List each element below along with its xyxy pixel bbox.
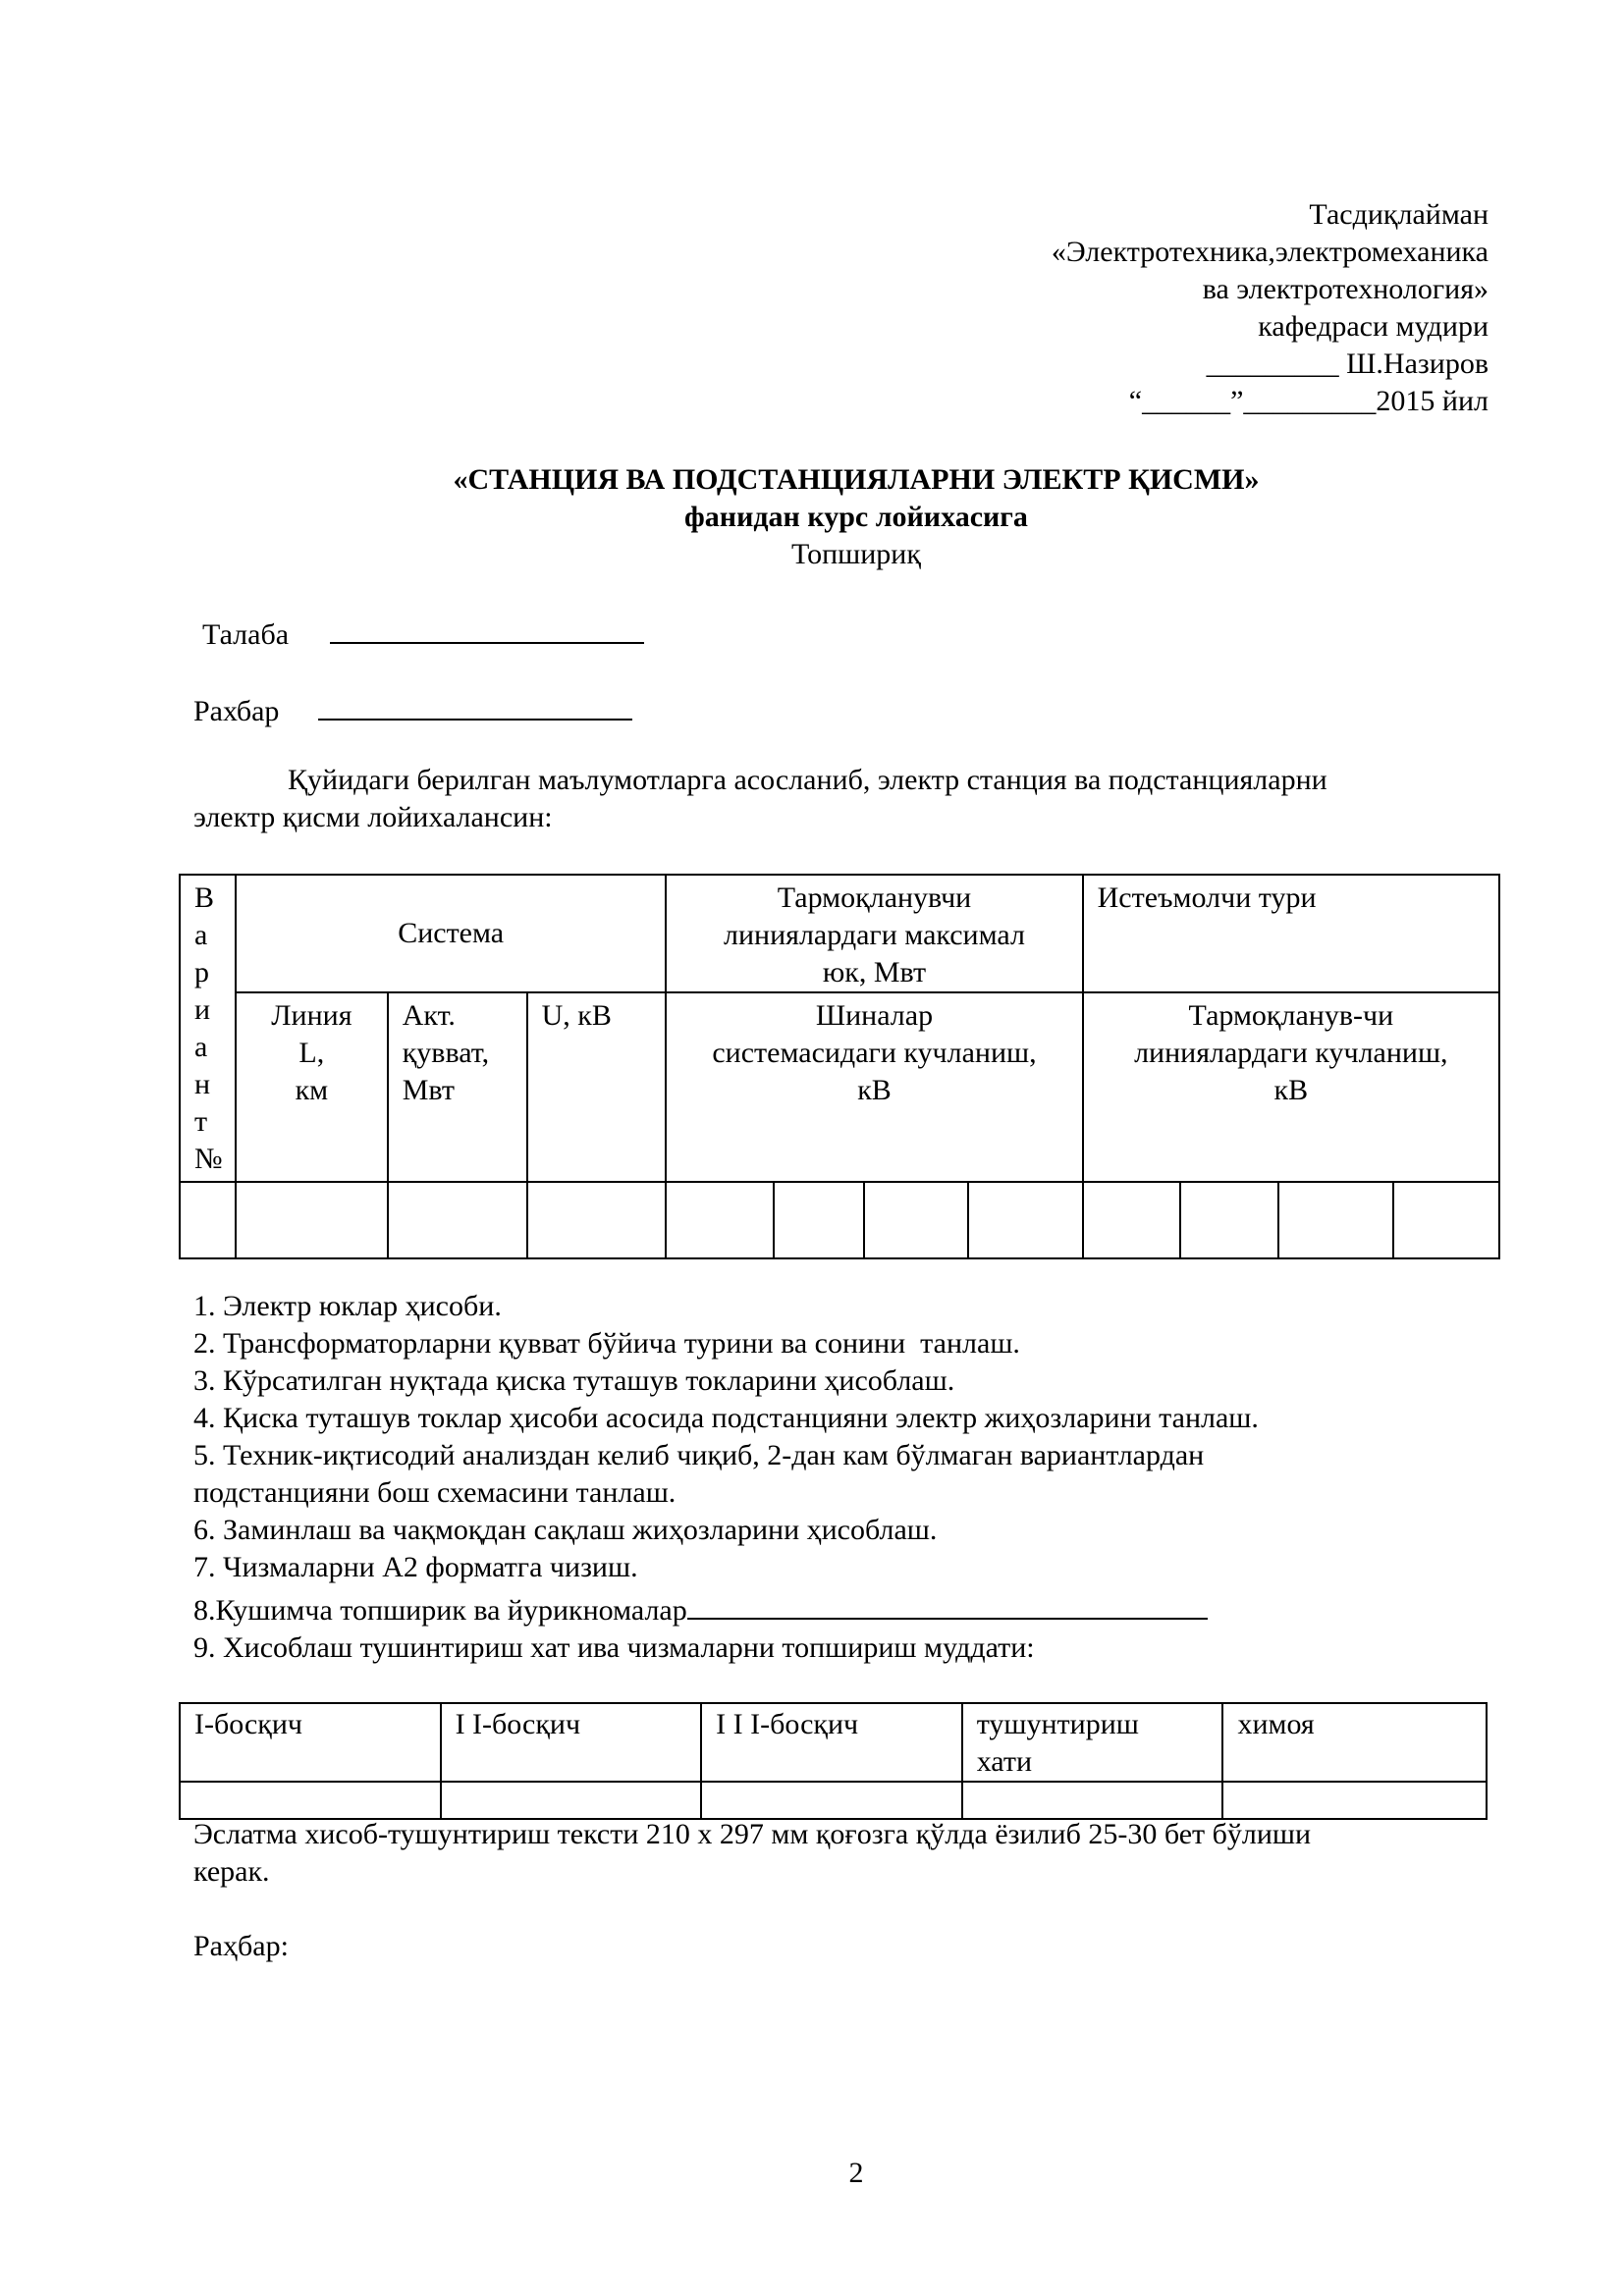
student-field [202,611,644,654]
branch-voltage-header [1083,992,1499,1182]
active-power-label-3: Мвт [402,1074,455,1106]
variant-letter: т [194,1105,208,1138]
table-cell [1083,1182,1181,1258]
consumer-type-label: Истеъмолчи тури [1097,881,1317,914]
table-cell [180,1182,236,1258]
branch-voltage-label-3: кВ [1273,1074,1309,1106]
system-header [236,875,666,992]
stage-3-header [701,1703,962,1782]
table-cell [1222,1782,1487,1819]
task-list [193,1288,1470,1667]
bus-voltage-label-3: кВ [857,1074,892,1106]
variant-header-cell [180,875,236,1182]
supervisor-label: Рахбар [193,695,280,727]
stage-1-header [180,1703,441,1782]
branch-voltage-label-2: линиялардаги кучланиш, [1134,1037,1448,1069]
note-line-1: Эслатма хисоб-тушунтириш тексти 210 х 297 мм қоғозга қўлда ёзилиб 25-30 бет бўлиши [193,1818,1312,1850]
list-item: 3. Кўрсатилган нуқтада қиска туташув токларини ҳисоблаш. [193,1364,955,1397]
table-cell [527,1182,667,1258]
note [193,1816,1499,1891]
list-item: 2. Трансформаторларни қувват бўйича турини ва сонини танлаш. [193,1327,1020,1360]
list-item: 7. Чизмаларни А2 форматга чизиш. [193,1551,638,1583]
variant-letter: и [194,993,211,1026]
table-cell [388,1182,527,1258]
variant-letter: а [194,919,208,951]
table-row [180,1182,1499,1258]
table-cell [666,1182,774,1258]
list-item: 6. Заминлаш ва чақмоқдан сақлаш жиҳозларини ҳисоблаш. [193,1514,938,1546]
variant-letter: В [194,881,215,914]
table-cell [864,1182,968,1258]
table-cell [968,1182,1083,1258]
active-power-label-2: қувват, [402,1037,490,1069]
voltage-header [527,992,667,1182]
approval-signature: _________ Ш.Назиров [1206,347,1489,380]
system-header-label: Система [398,917,505,949]
bus-voltage-label-2: системасидаги кучланиш, [712,1037,1037,1069]
voltage-label: U, кВ [541,999,612,1032]
active-power-header [388,992,527,1182]
note-line-2: керак. [193,1855,270,1888]
approval-block [1052,196,1489,420]
explanatory-note-header [962,1703,1223,1782]
list-item: подстанцияни бош схемасини танлаш. [193,1476,677,1509]
list-item: 1. Электр юклар ҳисоби. [193,1290,502,1322]
branch-lines-label-1: Тармоқланувчи [777,881,972,914]
deadline-table [179,1702,1488,1820]
active-power-label-1: Акт. [402,999,456,1032]
consumer-type-header [1083,875,1499,992]
line-length-label-1: Линия [271,999,352,1032]
list-item [193,1586,1470,1629]
approval-role: кафедраси мудири [1258,310,1489,343]
table-cell [180,1782,441,1819]
line-length-label-2: L, [298,1037,325,1069]
approval-date: “______”_________2015 йил [1128,385,1489,417]
page-number: 2 [848,2157,864,2189]
approval-department-cont: ва электротехнология» [1202,273,1489,305]
document-title: «СТАНЦИЯ ВА ПОДСТАНЦИЯЛАРНИ ЭЛЕКТР ҚИСМИ» [453,463,1260,496]
table-cell [774,1182,864,1258]
variant-letter: н [194,1068,211,1100]
approval-line: Тасдиқлайман [1309,198,1489,231]
list-item: 4. Қиска туташув токлар ҳисоби асосида подстанцияни электр жиҳозларини танлаш. [193,1402,1259,1434]
list-item: 5. Техник-иқтисодий анализдан келиб чиқиб, 2-дан кам бўлмаган вариантлардан [193,1439,1205,1471]
table-cell [701,1782,962,1819]
variant-data-table [179,874,1500,1259]
table-cell [1180,1182,1278,1258]
approval-department: «Электротехника,электромеханика [1051,236,1489,268]
additional-task-blank [687,1586,1208,1620]
branch-voltage-label-1: Тармоқланув-чи [1188,999,1394,1032]
bus-voltage-label-1: Шиналар [815,999,934,1032]
variant-letter: № [194,1143,223,1175]
variant-letter: а [194,1031,208,1063]
list-item-text: 8.Кушимча топширик ва йурикномалар [193,1594,687,1627]
table-cell [962,1782,1223,1819]
intro-line-2: электр қисми лойихалансин: [193,801,553,833]
stage-2-label: I I-босқич [455,1708,581,1740]
explanatory-note-label-2: хати [976,1745,1032,1778]
stage-2-header [441,1703,702,1782]
line-length-header [236,992,388,1182]
list-item: 9. Хисоблаш тушинтириш хат ива чизмаларни топшириш муддати: [193,1631,1035,1664]
branch-lines-max-load-header [666,875,1082,992]
explanatory-note-label-1: тушунтириш [976,1708,1139,1740]
variant-letter: р [194,956,209,988]
intro-line-1: Қуйидаги берилган маълумотларга асосланиб, электр станция ва подстанцияларни [288,764,1327,796]
student-blank [330,611,644,644]
stage-3-label: I I I-босқич [716,1708,859,1740]
table-cell [441,1782,702,1819]
defense-header [1222,1703,1487,1782]
table-cell [236,1182,388,1258]
supervisor-field [193,687,632,730]
line-length-label-3: км [295,1074,329,1106]
supervisor-blank [318,687,632,721]
table-cell [1393,1182,1499,1258]
student-label: Талаба [202,618,290,651]
branch-lines-label-2: линиялардаги максимал [724,919,1025,951]
table-cell [1278,1182,1393,1258]
document-subtitle: фанидан курс лойихасига [684,501,1028,533]
signature-label: Раҳбар: [193,1930,289,1962]
branch-lines-label-3: юк, Мвт [822,956,927,988]
bus-voltage-header [666,992,1082,1182]
defense-label: химоя [1237,1708,1315,1740]
stage-1-label: I-босқич [194,1708,303,1740]
document-task-heading: Топшириқ [791,538,921,570]
table-row [180,1782,1487,1819]
